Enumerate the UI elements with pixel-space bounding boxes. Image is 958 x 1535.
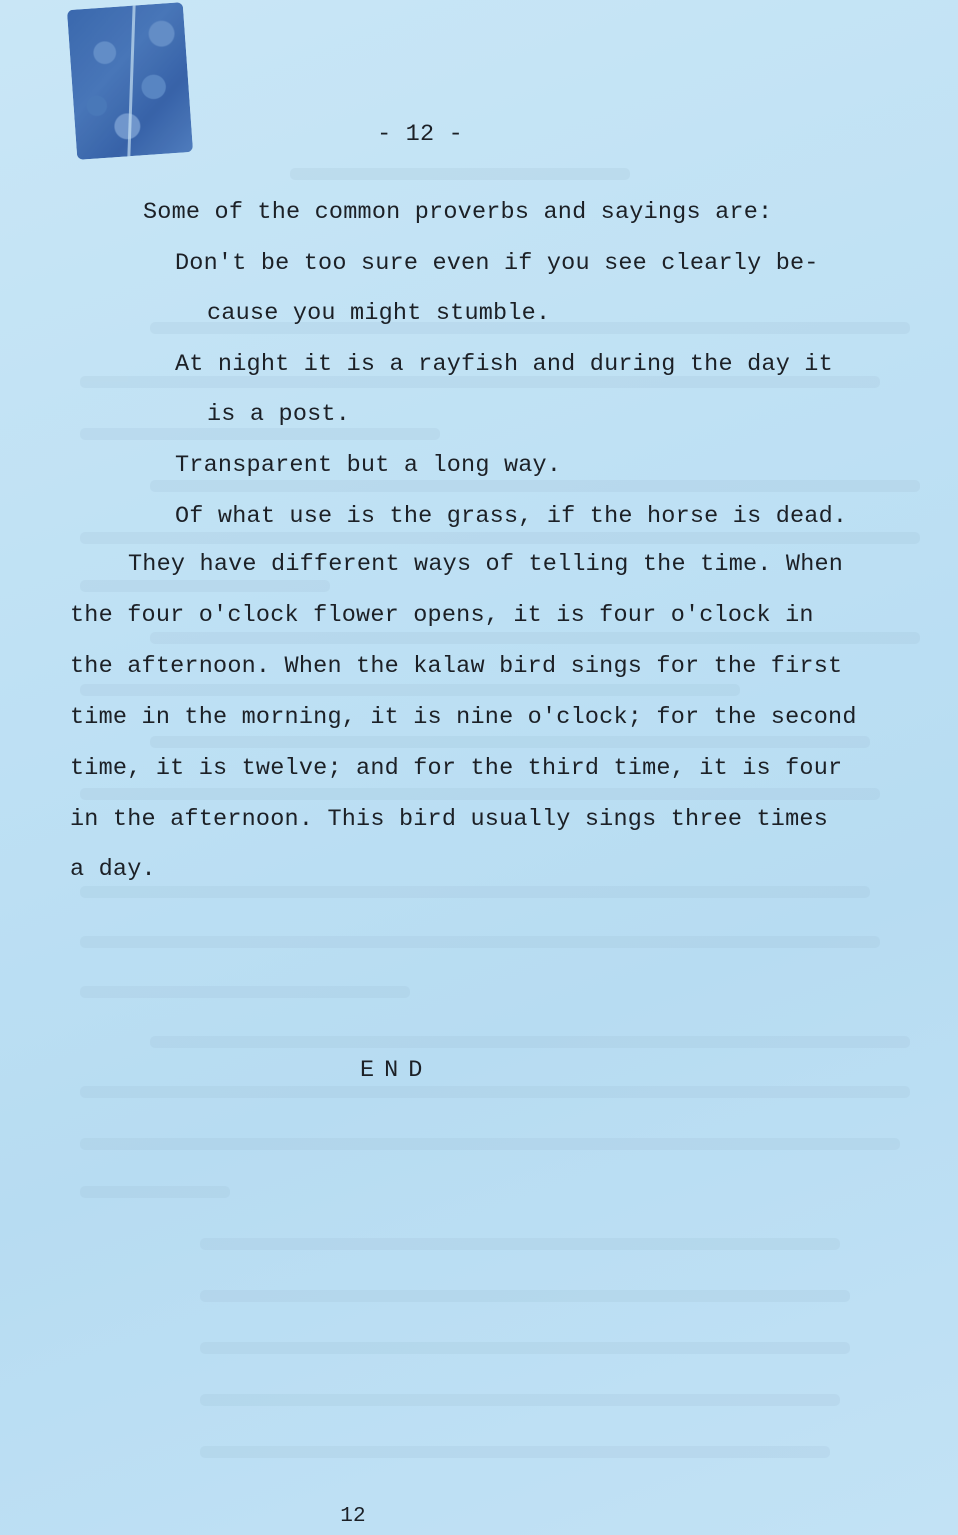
paragraph-line: the afternoon. When the kalaw bird sings for the first: [70, 653, 843, 680]
paragraph-line: the four o'clock flower opens, it is four o'clock in: [70, 602, 814, 629]
proverb-line: At night it is a rayfish and during the day it: [175, 351, 833, 378]
proverb-line: Transparent but a long way.: [175, 452, 562, 479]
paragraph-line: time, it is twelve; and for the third time, it is four: [70, 755, 843, 782]
paragraph-line: a day.: [70, 856, 156, 883]
paragraph-line: in the afternoon. This bird usually sings three times: [70, 806, 829, 833]
intro-line: Some of the common proverbs and sayings are:: [143, 199, 773, 226]
end-mark: END: [360, 1057, 433, 1084]
paragraph-line: time in the morning, it is nine o'clock; for the second: [70, 704, 857, 731]
proverb-line: Of what use is the grass, if the horse is dead.: [175, 503, 848, 530]
proverb-line: is a post.: [207, 401, 351, 428]
page-footer: 12: [340, 1505, 366, 1528]
proverb-line: cause you might stumble.: [207, 300, 551, 327]
proverb-line: Don't be too sure even if you see clearly be-: [175, 250, 819, 277]
page-header: - 12 -: [377, 121, 463, 148]
paragraph-line: They have different ways of telling the time. When: [128, 551, 844, 578]
